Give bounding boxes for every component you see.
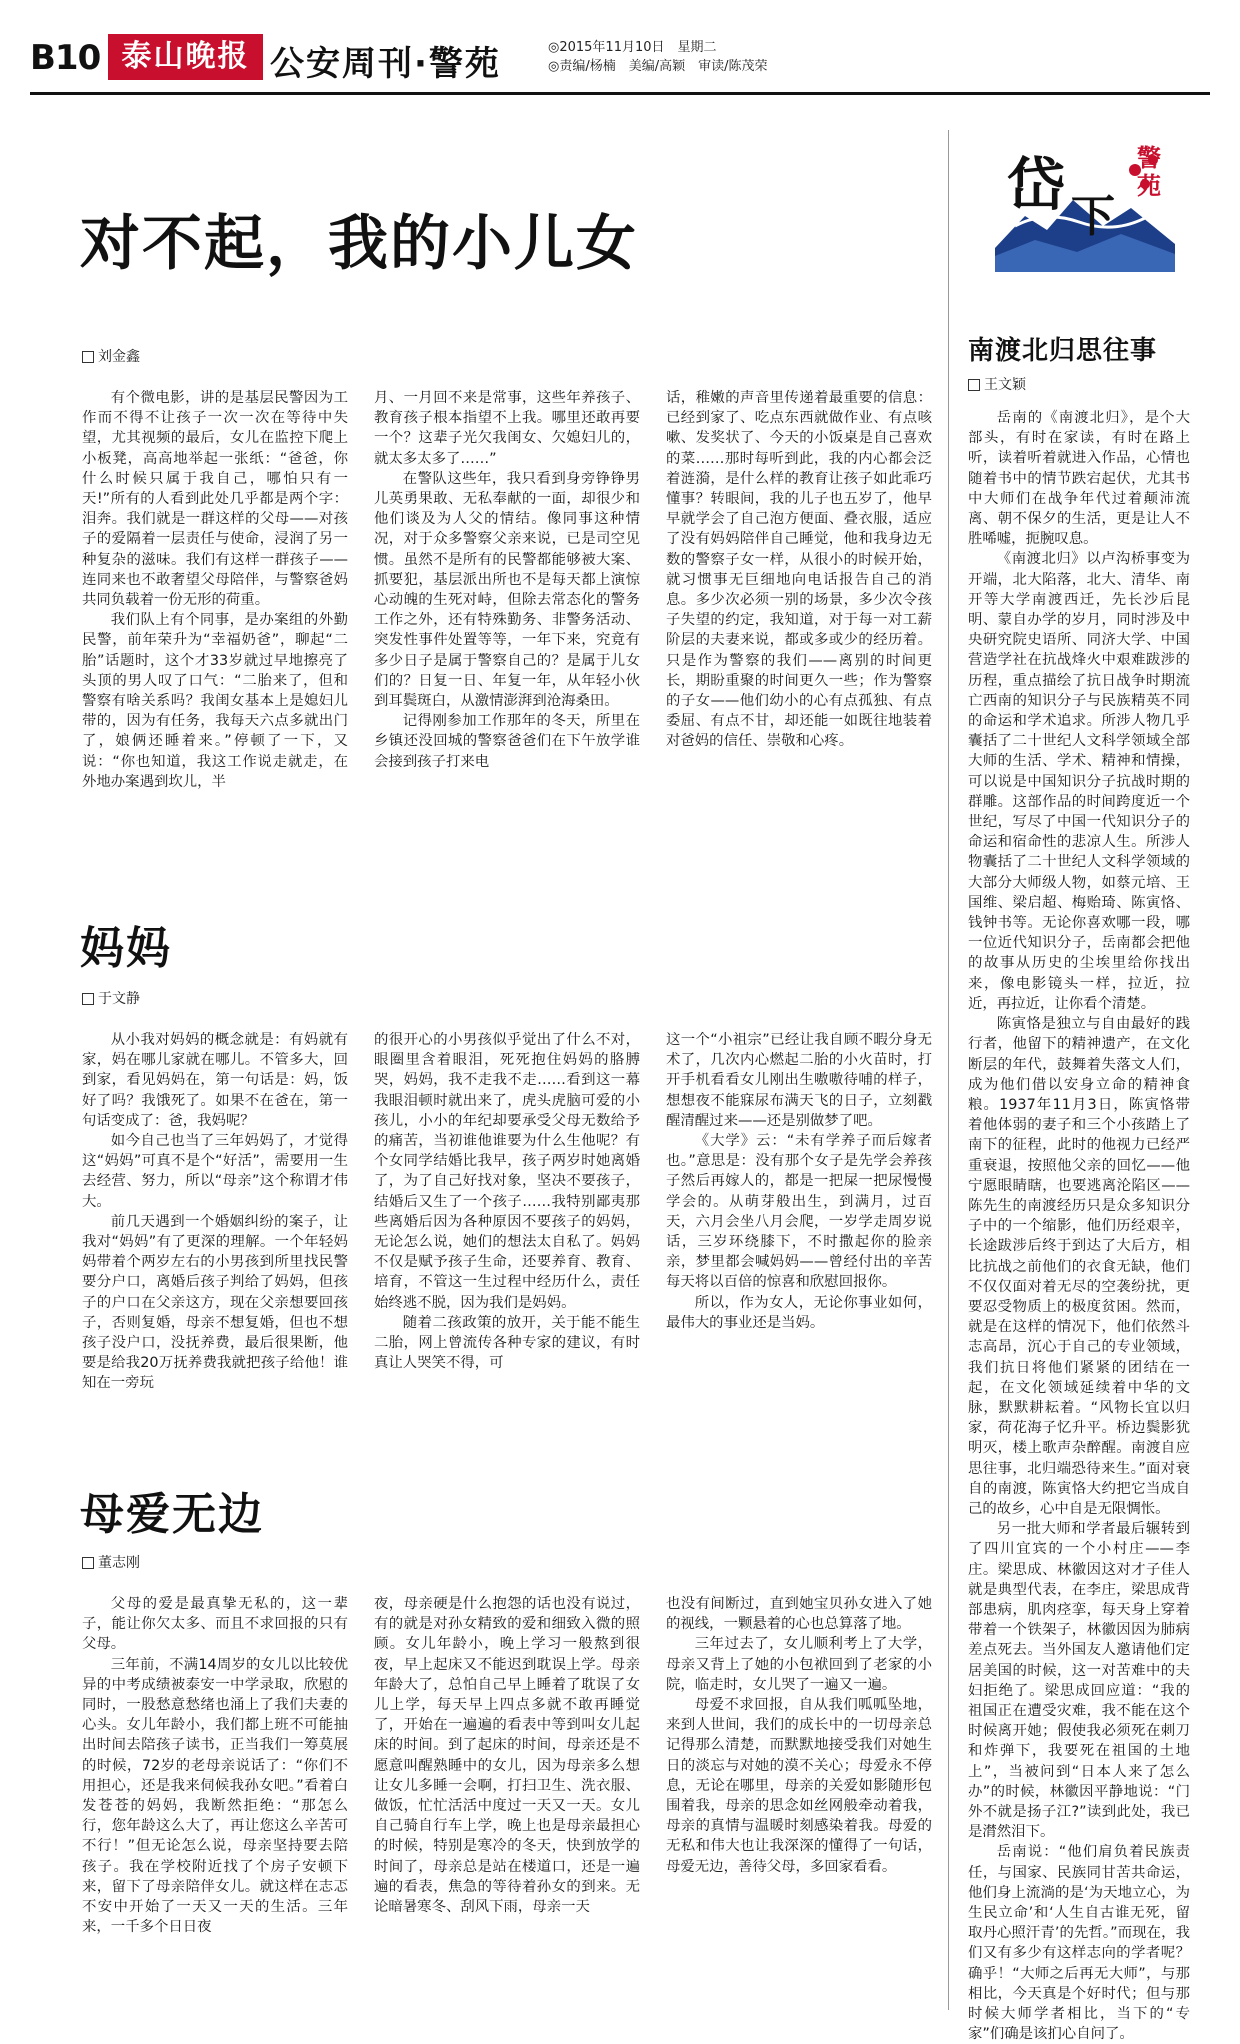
- paragraph: 月、一月回不来是常事，这些年养孩子、教育孩子根本指望不上我。哪里还敢再要一个？这辈子光欠我闺女、欠媳妇儿的，就太多太多了……”: [374, 390, 640, 467]
- author-name: 王文颖: [984, 377, 1026, 393]
- column-divider: [948, 130, 949, 2010]
- logo-char-dai: 岱: [1007, 151, 1066, 219]
- article-byline: [82, 1552, 140, 1572]
- author-name: 刘金鑫: [98, 349, 140, 365]
- issue-date: ◎2015年11月10日 星期二: [548, 40, 717, 55]
- article-title: 母爱无边: [80, 1489, 264, 1540]
- paragraph: 所以，作为女人，无论你事业如何，最伟大的事业还是当妈。: [666, 1294, 932, 1331]
- paragraph: 《大学》云：“未有学养子而后嫁者也。”意思是：没有那个女子是先学会养孩子然后再嫁人的，都是一把屎一把尿慢慢学会的。从萌芽般出生，到满月，过百天，六月会坐八月会爬，一岁学走周岁说话，三岁环绕膝下，不时撒起你的脸亲亲，梦里都会喊妈妈——曾经付出的辛苦每天将以百倍的惊喜和欣慰回报你。: [666, 1133, 932, 1291]
- article-byline: [82, 346, 140, 366]
- paragraph: 在警队这些年，我只看到身旁铮铮男儿英勇果敢、无私奉献的一面，却很少和他们谈及为人父的情结。像同事这种情况，对于众多警察父亲来说，已是司空见惯。虽然不是所有的民警都能够被大案、抓要犯，基层派出所也不是每天都上演惊心动魄的生死对峙，但除去常态化的警务工作之外，还有特殊勤务、非警务活动、突发性事件处置等等，一年下来，究竟有多少日子是属于警察自己的？是属于儿女们的？日复一日、年复一年，从年轻小伙到耳鬓斑白，从激情澎湃到沧海桑田。: [374, 470, 640, 710]
- article-body: [82, 1030, 932, 1518]
- article-column: [666, 388, 932, 846]
- paragraph: 话，稚嫩的声音里传递着最重要的信息：已经到家了、吃点东西就做作业、有点咳嗽、发奖状了、今天的小饭桌是自己喜欢的菜……那时每听到此，我的内心都会泛着涟漪，是什么样的教育让孩子如此乖巧懂事？转眼间，我的儿子也五岁了，他早早就学会了自己泡方便面、叠衣服，适应了没有妈妈陪伴自己睡觉，他和我身边无数的警察子女一样，从很小的时候开始，就习惯事无巨细地向电话报告自己的消息。多少次必须一别的场景，多少次令孩子失望的约定，我知道，对于每一对工薪阶层的夫妻来说，都或多或少的经历着。只是作为警察的我们——离别的时间更长，期盼重聚的时间更久一些；作为警察的子女——他们幼小的心有点孤独、有点委屈、有点不甘，却还能一如既往地装着对爸妈的信任、崇敬和心疼。: [666, 390, 932, 750]
- paragraph: 三年前，不满14周岁的女儿以比较优异的中考成绩被泰安一中学录取，欣慰的同时，一股愁意愁绪也涌上了我们夫妻的心头。女儿年龄小，我们都上班不可能抽出时间去陪孩子读书，正当我们一筹莫展的时候，72岁的老母亲说话了：“你们不用担心，还是我来伺候我孙女吧。”看着白发苍苍的妈妈，我断然拒绝：“那怎么行，您年龄这么大了，再让您这么辛苦可不行！”但无论怎么说，母亲坚持要去陪孩子。我在学校附近找了个房子安顿下来，留下了母亲陪伴女儿。就这样在志忑不安中开始了一天又一天的生活。三年来，一千多个日日夜: [82, 1656, 348, 1936]
- paragraph: 的很开心的小男孩似乎觉出了什么不对，眼圈里含着眼泪，死死抱住妈妈的胳膊哭，妈妈，我不走我不走……看到这一幕我眼泪顿时就出来了，虎头虎脑可爱的小孩儿，小小的年纪却要承受父母无数给予的痛苦，当初谁他谁要为什么生他呢？有个女同学结婚比我早，孩子两岁时她离婚了，为了自己好找对象，坚决不要孩子，结婚后又生了一个孩子……我特别鄙夷那些离婚后因为各种原因不要孩子的妈妈，无论怎么说，她们的想法太自私了。妈妈不仅是赋予孩子生命，还要养育、教育、培育，不管这一生过程中经历什么，责任始终逃不脱，因为我们是妈妈。: [374, 1032, 640, 1311]
- paragraph: 岳南的《南渡北归》，是个大部头，有时在家读，有时在路上听，读着听着就进入作品，心情也随着书中的情节跌宕起伏，尤其书中大师们在战争年代过着颠沛流离、朝不保夕的生活，更是让人不胜唏嘘，扼腕叹息。: [968, 410, 1190, 548]
- byline-square-icon: [82, 351, 94, 363]
- paragraph: 母爱不求回报，自从我们呱呱坠地，来到人世间，我们的成长中的一切母亲总记得那么清楚，而默默地接受我们对她生日的淡忘与对她的漠不关心；母爱永不停息，无论在哪里，母亲的关爱如影随形包围着我，母亲的思念如丝网般牵动着我，母亲的真情与温暖时刻感染着我。母爱的无私和伟大也让我深深的懂得了一句话，母爱无边，善待父母，多回家看看。: [666, 1697, 932, 1875]
- byline-square-icon: [82, 1557, 94, 1569]
- article-title: 妈妈: [80, 923, 172, 974]
- author-name: 于文静: [98, 991, 140, 1007]
- column-logo: [985, 130, 1185, 280]
- paragraph: 有个微电影，讲的是基层民警因为工作而不得不让孩子一次一次在等待中失望，尤其视频的最后，女儿在监控下爬上小板凳，高高地举起一张纸：“爸爸，你什么时候只属于我自己，哪怕只有一天!”所有的人看到此处几乎都是两个字：泪奔。我们就是一群这样的父母——对孩子的爱隔着一层责任与使命，浸润了另一种复杂的滋味。我们有这样一群孩子——连同来也不敢奢望父母陪伴，与警察爸妈共同负载着一份无形的荷重。: [82, 390, 348, 609]
- side-article-title: 南渡北归思往事: [968, 336, 1158, 366]
- byline-square-icon: [968, 379, 980, 391]
- logo-char-xia: 下: [1071, 191, 1115, 242]
- article-title: 对不起，我的小儿女: [80, 209, 638, 279]
- article-column: [374, 1030, 640, 1518]
- article-body: [82, 1594, 932, 2014]
- paragraph: 父母的爱是最真挚无私的，这一辈子，能让你欠太多、而且不求回报的只有父母。: [82, 1596, 348, 1653]
- article-byline: [82, 988, 140, 1008]
- section-title: 公安周刊·警苑: [270, 44, 501, 84]
- article-column: [82, 1594, 348, 2014]
- paragraph: 另一批大师和学者最后辗转到了四川宜宾的一个小村庄——李庄。梁思成、林徽因这对才子佳人就是典型代表，在李庄，梁思成背部患病，肌肉痉挛，每天身上穿着带着一个铁架子，林徽因因为肺病差点死去。当外国友人邀请他们定居美国的时候，这一对苦难中的夫妇拒绝了。梁思成回应道：“我的祖国正在遭受灾难，我不能在这个时候离开她；假使我必须死在刺刀和炸弹下，我要死在祖国的土地上”，当被问到“日本人来了怎么办”的时候，林徽因平静地说：“门外不就是扬子江?”读到此处，我已是潸然泪下。: [968, 1521, 1190, 1841]
- paragraph: 前几天遇到一个婚姻纠纷的案子，让我对“妈妈”有了更深的理解。一个年轻妈妈带着个两岁左右的小男孩到所里找民警要分户口，离婚后孩子判给了妈妈，但孩子的户口在父亲这方，现在父亲想要回孩子，否则复婚，母亲不想复婚，但也不想孩子没户口，没抚养费，最后很果断，他要是给我20万抚养费我就把孩子给他！谁知在一旁玩: [82, 1213, 348, 1392]
- side-article-byline: [968, 374, 1026, 394]
- article-column: [666, 1594, 932, 2014]
- logo-badge-jingyuan: 警苑: [1137, 144, 1161, 200]
- paragraph: 三年过去了，女儿顺利考上了大学，母亲又背上了她的小包袱回到了老家的小院，临走时，女儿哭了一遍又一遍。: [666, 1636, 932, 1693]
- side-article-body: [968, 408, 1190, 2043]
- article-column: [82, 1030, 348, 1518]
- paragraph: 也没有间断过，直到她宝贝孙女进入了她的视线，一颗悬着的心也总算落了地。: [666, 1596, 932, 1633]
- page-number: B10: [30, 38, 101, 78]
- article-column: [374, 1594, 640, 2014]
- paragraph: 夜，母亲硬是什么抱怨的话也没有说过，有的就是对孙女精致的爱和细致入微的照顾。女儿年龄小，晚上学习一般熬到很夜，早上起床又不能迟到耽误上学。母亲年龄大了，总怕自己早上睡着了耽误了女儿上学，每天早上四点多就不敢再睡觉了，开始在一遍遍的看表中等到叫女儿起床的时间。到了起床的时间，母亲还是不愿意叫醒熟睡中的女儿，因为母亲多么想让女儿多睡一会啊，打扫卫生、洗衣服、做饭，忙忙活活中度过一天又一天。女儿自己骑自行车上学，晚上也是母亲最担心的时候，特别是寒冷的冬天，快到放学的时间了，母亲总是站在楼道口，还是一遍遍的看表，焦急的等待着孙女的到来。无论暗暑寒冬、刮风下雨，母亲一天: [374, 1596, 640, 1916]
- article-body: [82, 388, 932, 846]
- newspaper-logo: 泰山晚报: [108, 34, 263, 80]
- article-column: [666, 1030, 932, 1518]
- paragraph: 这一个“小祖宗”已经让我自顾不暇分身无术了，几次内心燃起二胎的小火苗时，打开手机看看女儿刚出生嗷嗷待哺的样子，想想夜不能寐尿布满天飞的日子，立刻戳醒清醒过来——还是别做梦了吧。: [666, 1032, 932, 1129]
- staff-credits: ◎责编/杨楠 美编/高颖 审读/陈茂荣: [548, 59, 768, 74]
- byline-square-icon: [82, 993, 94, 1005]
- paragraph: 随着二孩政策的放开，关于能不能生二胎，网上曾流传各种专家的建议，有时真让人哭笑不得，可: [374, 1314, 640, 1372]
- paragraph: 我们队上有个同事，是办案组的外勤民警，前年荣升为“幸福奶爸”，聊起“二胎”话题时，这个才33岁就过早地擦亮了头顶的男人叹了口气：“二胎来了，但和警察有啥关系吗？我闺女基本上是媳妇儿带的，因为有任务，我每天六点多就出门了，娘俩还睡着来。”停顿了一下，又说：“你也知道，我这工作说走就走，在外地办案遇到坎儿，半: [82, 612, 348, 790]
- paragraph: 如今自己也当了三年妈妈了，才觉得这“妈妈”可真不是个“好活”，需要用一生去经营、努力，所以“母亲”这个称谓才伟大。: [82, 1133, 348, 1210]
- paragraph: 记得刚参加工作那年的冬天，所里在乡镇还没回城的警察爸爸们在下午放学谁会接到孩子打来电: [374, 713, 640, 770]
- paragraph: 陈寅恪是独立与自由最好的践行者，他留下的精神遗产，在文化断层的年代，鼓舞着失落文人们，成为他们借以安身立命的精神食粮。1937年11月3日，陈寅恪带着他体弱的妻子和三个小孩踏上了南下的征程，此时的他视力已经严重衰退，按照他父亲的回忆——他宁愿眼睛瞎，也要逃离沦陷区——陈先生的南渡经历只是众多知识分子中的一个缩影，他们历经艰辛，长途跋涉后终于到达了大后方，相比抗战之前他们的衣食无缺，他们不仅仅面对着无尽的空袭纷扰，更要忍受物质上的极度贫困。然而，就是在这样的情况下，他们依然斗志高昂，沉心于自己的专业领域，我们抗日将他们紧紧的团结在一起，在文化领域延续着中华的文脉，默默耕耘着。“风物长宜以归家，荷花海子忆升平。桥边鬓影犹明灭，楼上歌声杂醉醒。南渡自应思往事，北归端恐待来生。”面对衰自的南渡，陈寅恪大约把它当成自己的故乡，心中自是无限惆怅。: [968, 1016, 1190, 1517]
- article-column: [82, 388, 348, 846]
- header-rule: [30, 92, 1210, 95]
- paragraph: 岳南说：“他们肩负着民族责任，与国家、民族同甘苦共命运，他们身上流淌的是‘为天地立心，为生民立命’和‘人生自古谁无死，留取丹心照汗青’的先哲。”而现在，我们又有多少有这样志向的学者呢？确乎！“大师之后再无大师”，与那相比，今天真是个好时代；但与那时候大师学者相比，当下的“专家”们确是该扪心自问了。: [968, 1844, 1190, 2043]
- issue-meta: [548, 38, 767, 76]
- author-name: 董志刚: [98, 1555, 140, 1571]
- paragraph: 从小我对妈妈的概念就是：有妈就有家，妈在哪儿家就在哪儿。不管多大，回到家，看见妈妈在，第一句话是：妈，饭好了吗？我饿死了。如果不在爸在，第一句话变成了：爸，我妈呢？: [82, 1032, 348, 1129]
- paragraph: 《南渡北归》以卢沟桥事变为开端，北大陷落，北大、清华、南开等大学南渡西迁，先长沙后昆明、蒙自办学的岁月，同时涉及中央研究院史语所、同济大学、中国营造学社在抗战烽火中艰难跋涉的历程，重点描绘了抗日战争时期流亡西南的知识分子与民族精英不同的命运和学术追求。所涉人物几乎囊括了二十世纪人文科学领域全部大师的生活、学术、精神和情操，可以说是中国知识分子抗战时期的群雕。这部作品的时间跨度近一个世纪，写尽了中国一代知识分子的命运和宿命性的悲凉人生。所涉人物囊括了二十世纪人文科学领域的大部分大师级人物，如蔡元培、王国维、梁启超、梅贻琦、陈寅恪、钱钟书等。无论你喜欢哪一段，哪一位近代知识分子，岳南都会把他的故事从历史的尘埃里给你找出来，像电影镜头一样，拉近，拉近，再拉近，让你看个清楚。: [968, 551, 1190, 1012]
- article-column: [374, 388, 640, 846]
